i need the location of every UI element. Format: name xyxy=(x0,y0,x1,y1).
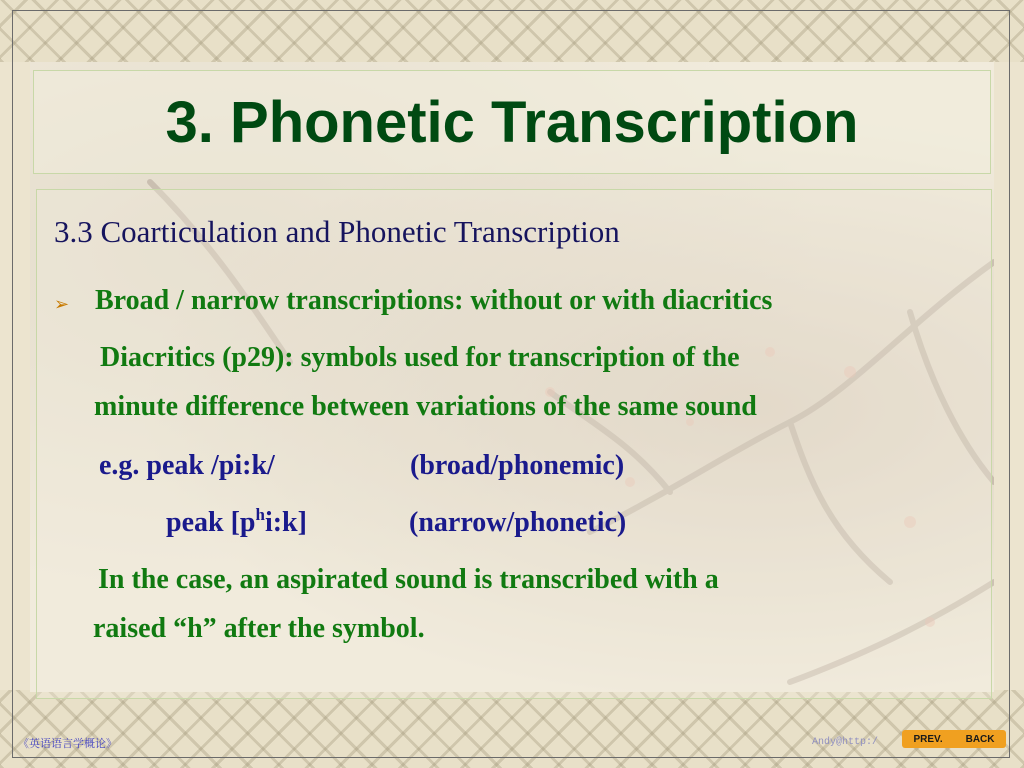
example-narrow-label: (narrow/phonetic) xyxy=(409,507,627,538)
example-narrow-text xyxy=(166,507,307,539)
author-link[interactable]: Andy@http:/ xyxy=(812,737,879,748)
bullet-arrow-icon: ➢ xyxy=(54,294,70,314)
diacritics-line-1: Diacritics (p29): symbols used for transcription of the xyxy=(100,342,740,373)
section-heading: 3.3 Coarticulation and Phonetic Transcription xyxy=(54,214,620,249)
title-box xyxy=(33,70,991,174)
prev-button[interactable]: PREV. xyxy=(913,733,943,745)
example-broad-label: (broad/phonemic) xyxy=(410,450,625,481)
example-broad-text: e.g. peak /pi:k/ xyxy=(99,450,275,481)
diacritics-line-2: minute difference between variations of the same sound xyxy=(94,391,757,422)
bullet-text: Broad / narrow transcriptions: without or with diacritics xyxy=(95,285,773,316)
narrow-prefix: peak [p xyxy=(166,507,256,538)
case-line-2: raised “h” after the symbol. xyxy=(93,613,425,644)
slide-title: 3. Phonetic Transcription xyxy=(165,89,859,155)
narrow-suffix: i:k] xyxy=(264,507,307,538)
navigation-buttons xyxy=(902,730,1006,748)
aspiration-superscript: h xyxy=(255,505,265,524)
case-line-1: In the case, an aspirated sound is transcribed with a xyxy=(98,564,719,595)
back-button[interactable]: BACK xyxy=(965,733,995,745)
course-title-link[interactable]: 《英语语言学概论》 xyxy=(18,738,117,750)
